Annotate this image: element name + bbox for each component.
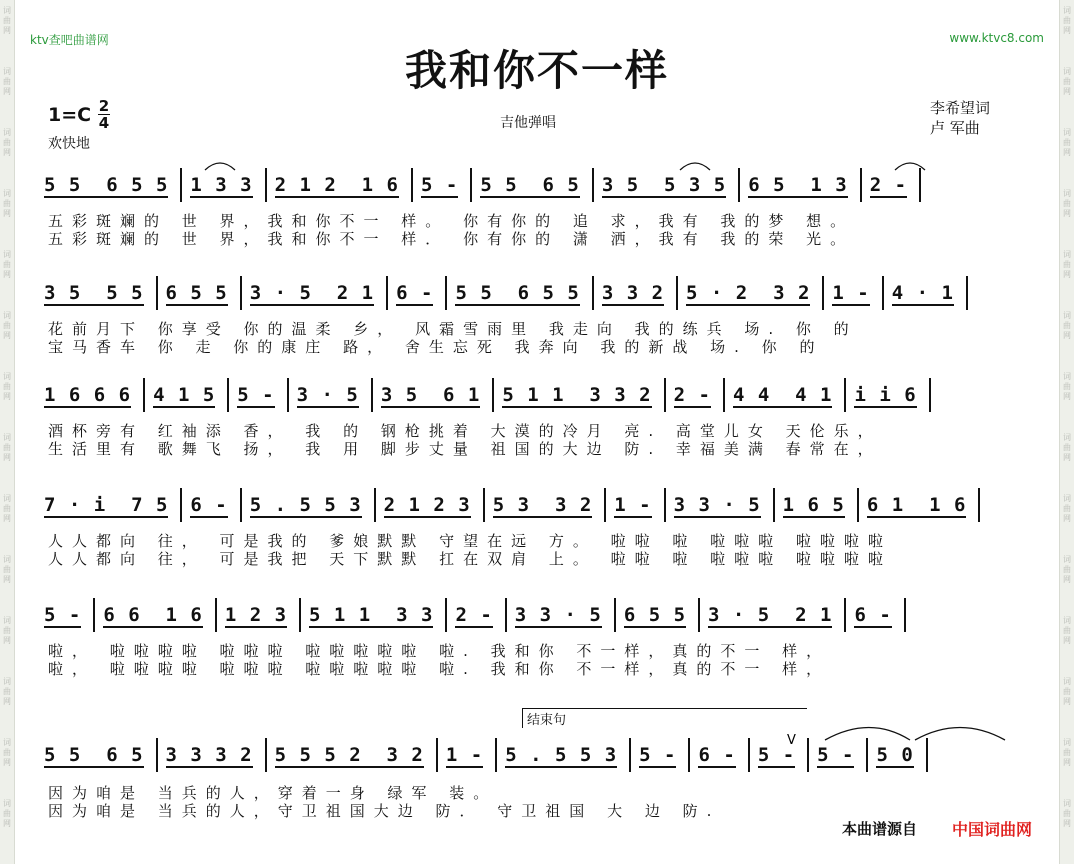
side-watermark-text: 词 曲 网 [3,677,11,706]
measure: 5 5 6 5 [480,173,580,196]
side-watermark-text: 词 曲 网 [1063,128,1071,157]
lyric-verse-2: 宝马香车 你 走 你的康庄 路， 舍生忘死 我奔向 我的新战 场. 你 的 [48,338,824,356]
lyric-verse-1: 五彩斑斓的 世 界，我和你不一 样。 你有你的 追 求，我有 我的梦 想。 [48,212,855,230]
side-watermark-text: 词 曲 网 [1063,433,1071,462]
footer-site-link[interactable]: 中国词曲网 [952,820,1033,839]
measure: 1 - [445,743,484,766]
side-watermark-text: 词 曲 网 [1063,189,1071,218]
measure: 5 - [817,743,855,766]
measure: 2 1 2 1 6 [274,173,399,196]
side-watermark-text: 词 曲 网 [3,6,11,35]
measure: 1 - [614,493,652,516]
measure: 5 - [757,743,796,766]
side-watermark-text: 词 曲 网 [1063,799,1071,828]
measure: 6 - [190,493,228,516]
measure: 2 - [673,383,711,406]
side-watermark-text: 词 曲 网 [1063,250,1071,279]
measure: 6 - [698,743,736,766]
lyric-verse-1: 酒杯旁有 红袖添 香， 我 的 钢枪挑着 大漠的冷月 亮. 高堂儿女 天伦乐， [48,422,882,440]
lyric-verse-2: 啦， 啦啦啦啦 啦啦啦 啦啦啦啦啦 啦. 我和你 不一样，真的不一 样， [48,660,831,678]
measure: 6 1 1 6 [866,493,967,516]
lyric-verse-1: 因为咱是 当兵的人，穿着一身 绿军 装。 [48,784,498,802]
side-watermark-text: 词 曲 网 [1063,677,1071,706]
measure: 1 3 3 [190,173,253,196]
side-watermark-text: 词 曲 网 [1063,738,1071,767]
measure: 3 5 5 5 [44,281,144,304]
measure: 3 3 · 5 [673,493,761,516]
lyric-verse-1: 啦， 啦啦啦啦 啦啦啦 啦啦啦啦啦 啦. 我和你 不一样，真的不一 样， [48,642,831,660]
measure: 5 3 3 2 [492,493,593,516]
measure: 5 5 6 5 5 [44,173,169,196]
lyric-verse-1: 人人都向 往， 可是我的 爹娘默默 守望在远 方。 啦啦 啦 啦啦啦 啦啦啦啦 [48,532,892,550]
tie [915,728,1005,741]
key-signature: 1=C [48,104,92,126]
performance-note: 吉他弹唱 [500,115,556,131]
measure: 5 - [639,743,677,766]
side-watermark-text: 词 曲 网 [3,67,11,96]
time-denominator: 4 [98,114,110,132]
measure: 2 1 2 3 [383,493,471,516]
measure: 5 1 1 3 3 [309,603,434,626]
lyric-verse-2: 人人都向 往， 可是我把 天下默默 扛在双肩 上。 啦啦 啦 啦啦啦 啦啦啦啦 [48,550,892,568]
slur [680,163,710,170]
time-numerator: 2 [98,97,110,115]
side-watermark-text: 词 曲 网 [3,311,11,340]
measure: 5 . 5 5 3 [249,493,362,516]
lyric-verse-2: 因为咱是 当兵的人，守卫祖国大边 防． 守卫祖国 大 边 防. [48,802,721,820]
side-watermark-text: 词 曲 网 [1063,616,1071,645]
measure: 6 6 1 6 [103,603,203,626]
measure: 3 3 · 5 [514,603,602,626]
measure: 5 . 5 5 3 [505,743,618,766]
song-title: 我和你不一样 [404,46,669,95]
measure: i i 6 [854,383,917,406]
measure: 1 6 5 [782,493,845,516]
side-watermark-text: 词 曲 网 [1063,67,1071,96]
side-watermark-text: 词 曲 网 [1063,494,1071,523]
tempo-marking: 欢快地 [48,136,90,152]
breath-mark: V [787,733,796,748]
measure: 3 5 6 1 [380,383,481,406]
measure: 5 5 6 5 [44,743,144,766]
measure: 5 - [44,603,82,626]
side-watermark-text: 词 曲 网 [3,738,11,767]
measure: 6 - [854,603,892,626]
side-watermark-text: 词 曲 网 [3,616,11,645]
lyric-verse-2: 五彩斑斓的 世 界，我和你不一 样． 你有你的 潇 洒，我有 我的荣 光。 [48,230,855,248]
credit-lyrics: 李希望词 [930,99,991,117]
measure: 1 6 6 6 [44,383,132,406]
measure: 4 1 5 [153,383,216,406]
side-watermark-text: 词 曲 网 [1063,372,1071,401]
measure: 3 · 5 [296,383,359,406]
side-watermark-text: 词 曲 网 [3,189,11,218]
side-watermark-text: 词 曲 网 [1063,555,1071,584]
ending-label: 结束句 [527,713,567,728]
side-watermark-text: 词 曲 网 [3,799,11,828]
measure: 6 5 1 3 [748,173,848,196]
footer-source-label: 本曲谱源自 [842,820,918,838]
measure: 6 - [396,281,434,304]
measure: 5 0 [876,743,914,766]
lyric-verse-2: 生活里有 歌舞飞 扬， 我 用 脚步丈量 祖国的大边 防. 幸福美满 春常在， [48,440,882,458]
site-name-left[interactable]: ktv查吧曲谱网 [30,33,109,47]
measure: 3 · 5 2 1 [249,281,375,304]
credit-music: 卢 军曲 [930,119,980,137]
measure: 4 · 1 [891,281,954,304]
side-watermark-text: 词 曲 网 [1063,6,1071,35]
side-watermark-text: 词 曲 网 [3,250,11,279]
side-watermark-text: 词 曲 网 [3,372,11,401]
measure: 6 5 5 [165,281,228,304]
site-url-right[interactable]: www.ktvc8.com [949,31,1044,45]
measure: 1 2 3 [224,603,288,626]
side-watermark-text: 词 曲 网 [3,433,11,462]
measure: 3 3 3 2 [165,743,253,766]
measure: 1 - [832,281,870,304]
side-watermark-text: 词 曲 网 [1063,311,1071,340]
tie [825,728,910,741]
measure: 3 3 2 [601,281,665,304]
measure: 5 5 5 2 3 2 [274,743,424,766]
lyric-verse-1: 花前月下 你享受 你的温柔 乡， 风霜雪雨里 我走向 我的练兵 场. 你 的 [48,320,858,338]
side-watermark-text: 词 曲 网 [3,128,11,157]
side-watermark-text: 词 曲 网 [3,494,11,523]
side-watermark-text: 词 曲 网 [3,555,11,584]
measure: 6 5 5 [623,603,687,626]
measure: 2 - [455,603,493,626]
measure: 5 - [420,173,459,196]
measure: 5 · 2 3 2 [686,281,811,304]
measure: 5 1 1 3 3 2 [502,383,652,406]
measure: 5 - [237,383,275,406]
measure: 3 5 5 3 5 [601,173,727,196]
measure: 4 4 4 1 [732,383,833,406]
measure: 7 · i 7 5 [44,493,169,516]
slur [205,163,235,170]
measure: 3 · 5 2 1 [708,603,833,626]
measure: 2 - [869,173,908,196]
measure: 5 5 6 5 5 [455,281,580,304]
slur [895,163,925,170]
